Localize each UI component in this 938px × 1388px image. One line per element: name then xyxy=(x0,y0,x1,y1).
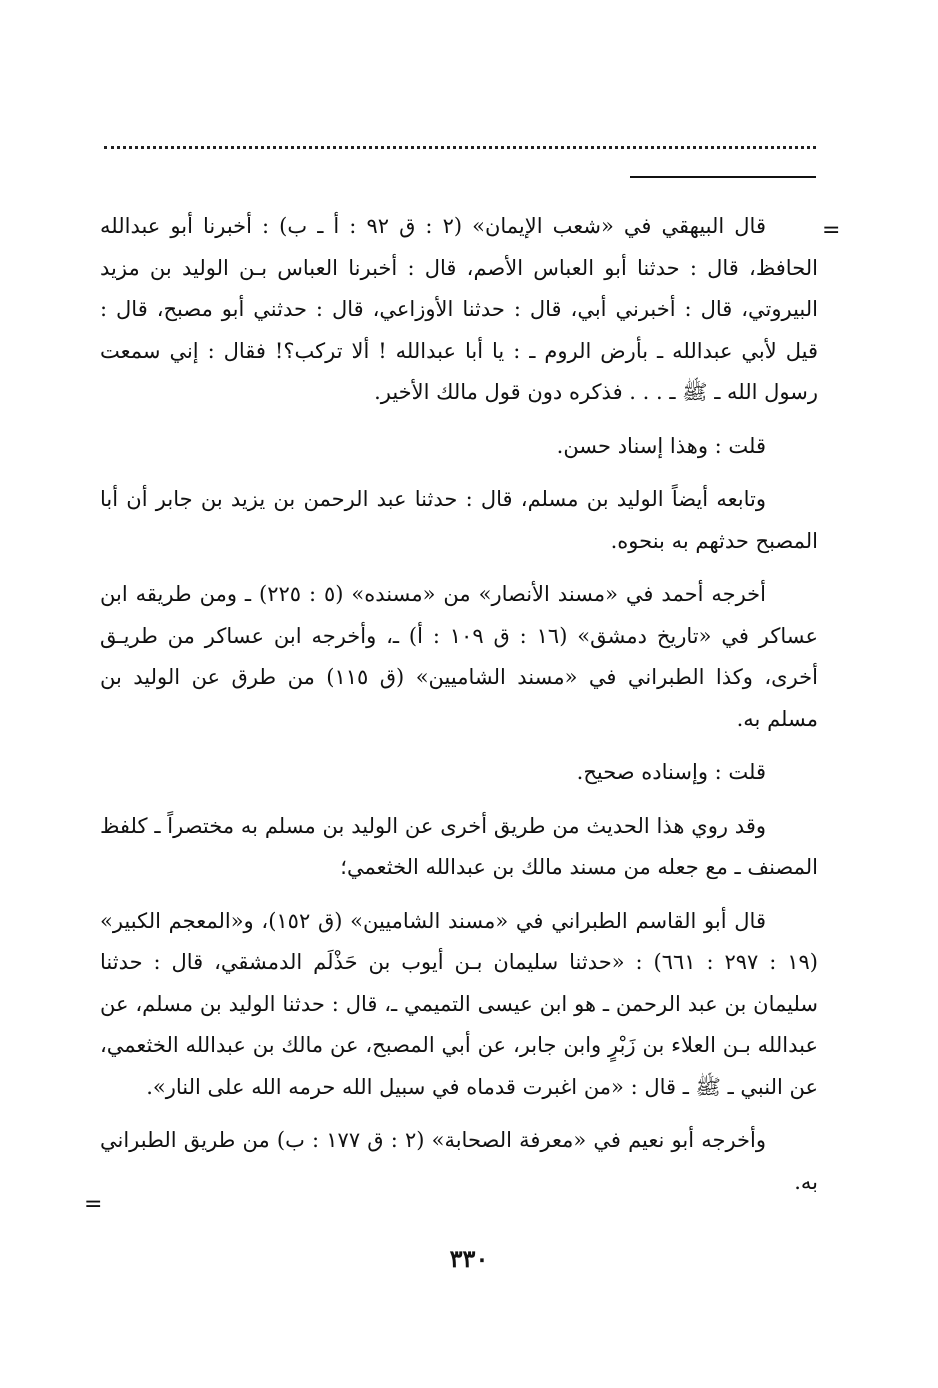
paragraph-verdict-sahih: قلت : وإسناده صحيح. xyxy=(576,760,766,784)
paragraph-verdict-hasan: قلت : وهذا إسناد حسن. xyxy=(556,433,766,458)
footnote-short-rule xyxy=(630,176,816,178)
page-number: ٣٣٠ xyxy=(449,1244,489,1273)
footnote-text-block xyxy=(100,206,818,1215)
paragraph-tabarani: قال أبو القاسم الطبراني في «مسند الشاميين» (ق ١٥٢)، و«المعجم الكبير» (١٩ : ٢٩٧ : ٦٦١) : «حدثنا سليمان بـن أيوب بن حَذْلَم الدمشقي، قال : حدثنا سليمان بن عبد الرحمن ـ هو ابن عيسى التميمي ـ، قال : حدثنا الوليد بن مسلم، عن عبدالله بـن العلاء بن زَبْرٍ وابن جابر، عن أبي المصبح، عن مالك بن عبدالله الخثعمي، عن النبي ـ ﷺ ـ قال : «من اغبرت قدماه في سبيل الله حرمه الله على النار». xyxy=(100,908,818,1099)
paragraph-bayhaqi: قال البيهقي في «شعب الإيمان» (٢ : ق ٩٢ : أ ـ ب) : أخبرنا أبو عبدالله الحافظ، قال : حدثنا أبو العباس الأصم، قال : أخبرنا العباس بـن الوليد بن مزيد البيروتي، قال : أخبرني أبي، قال : حدثنا الأوزاعي، قال : حدثني أبو مصبح، قال : قيل لأبي عبدالله ـ بأرض الروم ـ : يا أبا عبدالله ! ألا تركب؟! فقال : إني سمعت رسول الله ـ ﷺ ـ . . . فذكره دون قول مالك الأخير. xyxy=(100,214,818,404)
footnote-dotted-separator xyxy=(104,146,816,149)
paragraph-ahmad-takhrij: أخرجه أحمد في «مسند الأنصار» من «مسنده» (٥ : ٢٢٥) ـ ومن طريقه ابن عساكر في «تاريخ دمشق» (١٦ : ق ١٠٩ : أ) ـ، وأخرجه ابن عساكر من طريـق أخرى، وكذا الطبراني في «مسند الشاميين» (ق ١١٥) من طرق عن الوليد بن مسلم به. xyxy=(100,582,818,731)
continuation-mark-top: = xyxy=(822,218,841,243)
paragraph-abu-nuaim: وأخرجه أبو نعيم في «معرفة الصحابة» (٢ : ق ١٧٧ : ب) من طريق الطبراني به. xyxy=(100,1128,818,1194)
paragraph-other-route: وقد روي هذا الحديث من طريق أخرى عن الوليد بن مسلم به مختصراً ـ كلفظ المصنف ـ مع جعله من مسند مالك بن عبدالله الخثعمي؛ xyxy=(100,813,818,879)
continuation-mark-bottom: = xyxy=(84,1192,103,1217)
paragraph-mutaba-walid: وتابعه أيضاً الوليد بن مسلم، قال : حدثنا عبد الرحمن بن يزيد بن جابر أن أبا المصبح حدثهم به بنحوه. xyxy=(100,487,818,553)
